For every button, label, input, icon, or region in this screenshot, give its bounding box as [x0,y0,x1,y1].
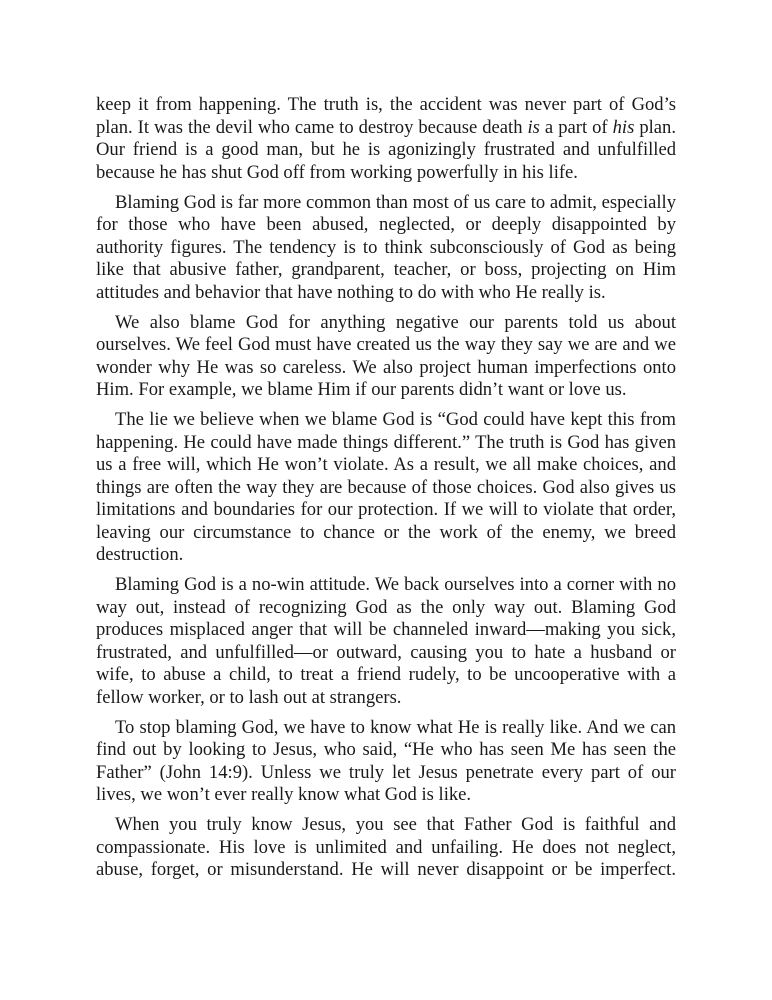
paragraph-1-text-1: keep it from happening. The truth is, the accident was never part of God’s plan. It was the devil who came to destroy because death [96,94,676,138]
paragraph-1-italic-is: is [527,116,540,138]
paragraph-5-text: Blaming God is a no-win attitude. We back ourselves into a corner with no way out, instead of recognizing God as the only way out. Blaming God produces misplaced anger that will be channeled inward—making you sick, frustrated, and unfulfilled—or outward, causing you to hate a husband or wife, to abuse a child, to treat a friend rudely, to be uncooperative with a fellow worker, or to lash out at strangers. [96,574,676,708]
paragraph-1-text-2: a part of [539,116,613,138]
paragraph-5 [96,574,676,709]
paragraph-1-italic-his: his [612,116,635,138]
paragraph-4-text: The lie we believe when we blame God is “God could have kept this from happening. He could have made things different.” The truth is God has given us a free will, which He won’t violate. As a result, we all make choices, and things are often the way they are because of those choices. God also gives us limitations and boundaries for our protection. If we will to violate that order, leaving our circumstance to chance or the work of the enemy, we breed destruction. [96,409,676,565]
paragraph-3 [96,312,676,402]
paragraph-4 [96,409,676,567]
paragraph-6-text: To stop blaming God, we have to know what He is really like. And we can find out by looking to Jesus, who said, “He who has seen Me has seen the Father” (John 14:9). Unless we truly let Jesus penetrate every part of our lives, we won’t ever really know what God is like. [96,716,676,805]
paragraph-1 [96,94,676,184]
paragraph-1-text-3: plan. Our friend is a good man, but he is agonizingly frustrated and unfulfilled because he has shut God off from working powerfully in his life. [96,116,677,183]
page-body [96,94,676,889]
paragraph-7 [96,814,676,882]
paragraph-2 [96,192,676,305]
paragraph-7-text: When you truly know Jesus, you see that Father God is faithful and compassionate. His love is unlimited and unfailing. He does not neglect, abuse, forget, or misunderstand. He will never disappoint or be imperfect. [96,814,676,880]
paragraph-6 [96,717,676,807]
paragraph-3-text: We also blame God for anything negative our parents told us about ourselves. We feel God must have created us the way they say we are and we wonder why He was so careless. We also project human imperfections onto Him. For example, we blame Him if our parents didn’t want or love us. [96,311,676,400]
paragraph-2-text: Blaming God is far more common than most of us care to admit, especially for those who have been abused, neglected, or deeply disappointed by authority figures. The tendency is to think subconsciously of God as being like that abusive father, grandparent, teacher, or boss, projecting on Him attitudes and behavior that have nothing to do with who He really is. [96,191,676,303]
